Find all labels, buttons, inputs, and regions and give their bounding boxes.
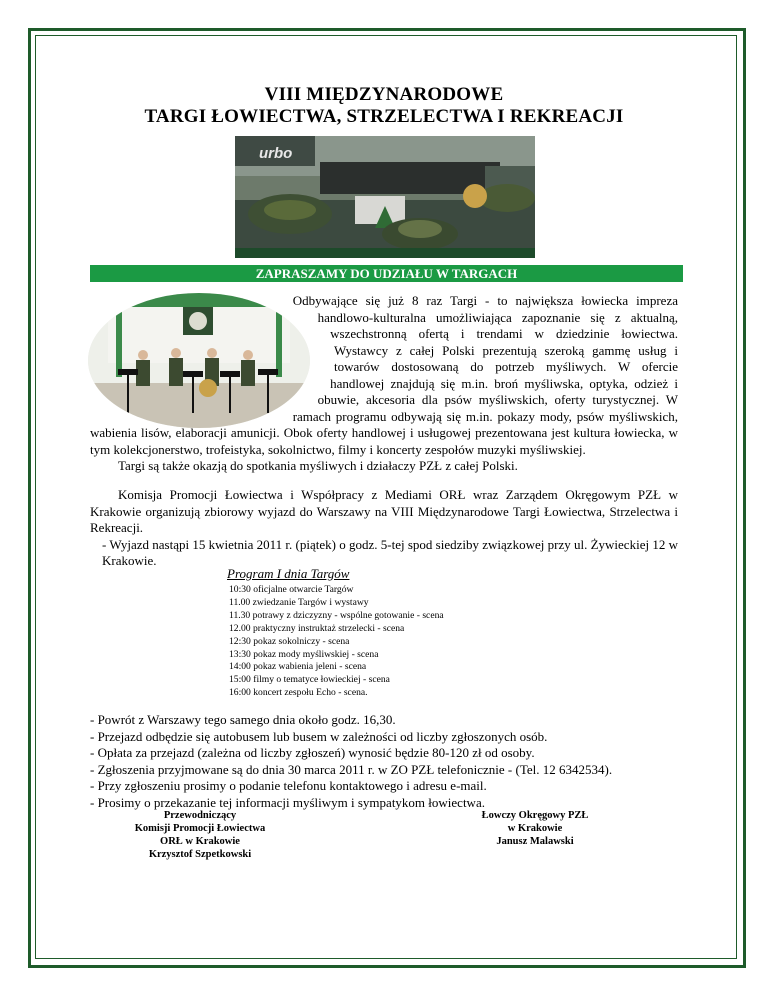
program-item: 12.00 praktyczny instruktaż strzelecki - scena (229, 622, 405, 634)
program-item: 14:00 pokaz wabienia jeleni - scena (229, 661, 367, 673)
page-title-line-1: VIII MIĘDZYNARODOWE (264, 84, 504, 105)
signature-line: w Krakowie (507, 823, 563, 834)
program-section (227, 566, 527, 700)
signature-name: Janusz Malawski (496, 836, 574, 847)
trip-notes-list (90, 712, 710, 811)
signature-district-hunter (450, 809, 620, 848)
program-title: Program I dnia Targów (227, 566, 350, 581)
program-item: 12:30 pokaz sokolniczy - scena (229, 635, 350, 647)
intro-section (90, 293, 678, 475)
invitation-banner: ZAPRASZAMY DO UDZIAŁU W TARGACH (90, 265, 683, 282)
signature-line: Komisji Promocji Łowiectwa (134, 823, 266, 834)
trip-note: - Przejazd odbędzie się autobusem lub busem w zależności od liczby zgłoszonych osób. (90, 728, 548, 744)
intro-paragraph: Odbywające się już 8 raz Targi - to największa łowiecka impreza handlowo-kulturalna umożliwiająca zapoznanie się z aktualną, wszechstronną ofertą i trendami w dziedzinie łowiectwa. Wystawcy z całej Polski prezentują szeroką gammę usług i towarów dostosowaną do potrzeb myśliwych. W ofercie handlowej znajdują się m.in. broń myśliwska, optyka, odzież i obuwie, akcesoria dla psów myśliwskich, oferty turystycznej. W ramach programu odbywają się m.in. pokazy mody, psów myśliwskich, wabienia lisów, elaboracji amunicji. Obok oferty handlowej i usługowej prezentowana jest kultura łowiecka, w tym kolekcjonerstwo, trofeistyka, sokolnictwo, filmy i koncerty zespołów muzyki myśliwskiej. (90, 293, 678, 457)
signature-name: Krzysztof Szpetkowski (148, 849, 252, 860)
trip-note: - Przy zgłoszeniu prosimy o podanie telefonu kontaktowego i adresu e-mail. (90, 778, 487, 793)
page-title-line-2: TARGI ŁOWIECTWA, STRZELECTWA I REKREACJI (144, 106, 624, 127)
fair-sign-text: urbo (259, 145, 293, 162)
trip-note: - Prosimy o przekazanie tej informacji myśliwym i sympatykom łowiectwa. (90, 794, 485, 810)
program-item: 11.00 zwiedzanie Targów i wystawy (229, 596, 369, 608)
program-item: 13:30 pokaz mody myśliwskiej - scena (229, 648, 379, 660)
trip-note: - Zgłoszenia przyjmowane są do dnia 30 marca 2011 r. w ZO PZŁ telefonicznie - (Tel. 12 6342534). (90, 761, 613, 777)
program-item: 11.30 potrawy z dziczyzny - wspólne gotowanie - scena (229, 609, 444, 621)
program-item: 16:00 koncert zespołu Echo - scena. (229, 687, 368, 699)
trip-note: - Powrót z Warszawy tego samego dnia około godz. 16,30. (90, 712, 396, 727)
trip-departure-info: - Wyjazd nastąpi 15 kwietnia 2011 r. (piątek) o godz. 5-tej spod siedziby związkowej przy ul. Żywieckiej 12 w Krakowie. (102, 536, 678, 568)
program-item: 10:30 oficjalne otwarcie Targów (229, 584, 354, 595)
trip-announcement: Komisja Promocji Łowiectwa i Współpracy z Mediami ORŁ wraz Zarządem Okręgowym PZŁ w Krakowie organizują zbiorowy wyjazd do Warszawy na VIII Międzynarodowe Targi Łowiectwa, Strzelectwa i Rekreacji. (90, 487, 678, 535)
fair-opening-photo-image (235, 136, 535, 258)
signature-chairman (110, 809, 290, 861)
program-list (229, 584, 527, 700)
program-item: 15:00 filmy o tematyce łowieckiej - scena (229, 674, 390, 686)
signature-line: Łowczy Okręgowy PZŁ (481, 810, 589, 821)
trip-section (90, 487, 678, 570)
fair-opening-photo (235, 136, 535, 258)
signature-line: Przewodniczący (163, 810, 237, 821)
signature-line: ORŁ w Krakowie (160, 836, 240, 847)
intro-closing-line: Targi są także okazją do spotkania myśliwych i działaczy PZŁ z całej Polski. (118, 458, 518, 473)
trip-note: - Opłata za przejazd (zależna od liczby zgłoszeń) wynosić będzie 80-120 zł od osoby. (90, 745, 535, 760)
